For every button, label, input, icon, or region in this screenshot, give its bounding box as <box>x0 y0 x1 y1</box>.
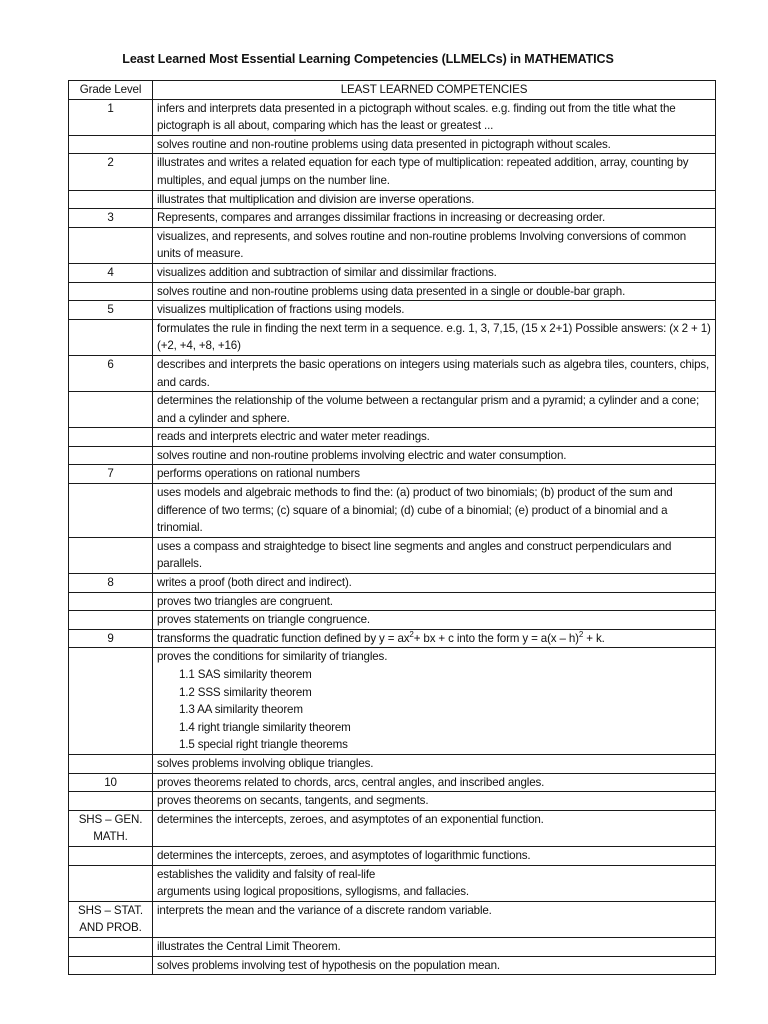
competency-text-line: establishes the validity and falsity of real-life <box>157 867 376 881</box>
table-row <box>69 428 716 447</box>
table-row <box>69 537 716 573</box>
competency-text: proves statements on triangle congruence. <box>157 613 370 627</box>
competency-text: reads and interprets electric and water meter readings. <box>157 430 430 444</box>
table-row <box>69 937 716 956</box>
competency-text: solves routine and non-routine problems involving electric and water consumption. <box>157 448 567 462</box>
table-row <box>69 484 716 538</box>
table-row <box>69 773 716 792</box>
competency-cell <box>153 355 716 391</box>
grade-level-cell: 10 <box>69 773 153 792</box>
competency-cell <box>153 99 716 135</box>
competency-text: uses a compass and straightedge to bisect line segments and angles and construct perpendiculars and parallels. <box>157 539 672 571</box>
competency-text: proves theorems related to chords, arcs, central angles, and inscribed angles. <box>157 775 545 789</box>
competency-text: illustrates that multiplication and division are inverse operations. <box>157 192 475 206</box>
grade-level-cell <box>69 754 153 773</box>
competency-text: + k. <box>583 631 605 645</box>
competency-text: illustrates and writes a related equation for each type of multiplication: repeated addition, array, counting by multiples, and equal jumps on the number line. <box>157 156 689 187</box>
competency-text: Represents, compares and arranges dissimilar fractions in increasing or decreasing order. <box>157 211 606 225</box>
grade-level-cell <box>69 846 153 865</box>
grade-level-cell <box>69 537 153 573</box>
competency-cell <box>153 446 716 465</box>
competency-text: uses models and algebraic methods to find the: (a) product of two binomials; (b) product of the sum and difference of two terms; (c) square of a binomial; (d) cube of a binomial; (e) product of a binomial and a trinomial. <box>157 486 673 535</box>
competency-cell <box>153 629 716 648</box>
competency-cell <box>153 611 716 630</box>
theorem-subitem: 1.5 special right triangle theorems <box>179 738 348 752</box>
competency-text: solves problems involving test of hypothesis on the population mean. <box>157 958 500 972</box>
table-row <box>69 263 716 282</box>
grade-level-cell <box>69 956 153 975</box>
grade-level-cell <box>69 937 153 956</box>
competency-text: performs operations on rational numbers <box>157 467 360 481</box>
grade-level-cell <box>69 592 153 611</box>
grade-level-cell: 5 <box>69 301 153 320</box>
competency-text: interprets the mean and the variance of a discrete random variable. <box>157 903 492 917</box>
competency-cell <box>153 319 716 355</box>
competency-cell <box>153 773 716 792</box>
competency-cell <box>153 592 716 611</box>
table-row <box>69 154 716 190</box>
table-row <box>69 135 716 154</box>
competency-text: proves the conditions for similarity of triangles. <box>157 650 388 664</box>
grade-level-cell: 2 <box>69 154 153 190</box>
table-row <box>69 301 716 320</box>
grade-level-cell: 1 <box>69 99 153 135</box>
competencies-table <box>68 80 716 975</box>
grade-level-cell <box>69 135 153 154</box>
competency-cell <box>153 648 716 755</box>
table-header-row <box>69 81 716 100</box>
competencies-header: LEAST LEARNED COMPETENCIES <box>153 81 716 100</box>
competency-cell <box>153 392 716 428</box>
grade-level-cell <box>69 392 153 428</box>
grade-level-cell <box>69 227 153 263</box>
competency-text: illustrates the Central Limit Theorem. <box>157 939 341 953</box>
page-title: Least Learned Most Essential Learning Competencies (LLMELCs) in MATHEMATICS <box>122 52 614 66</box>
theorem-subitem: 1.2 SSS similarity theorem <box>179 685 312 699</box>
grade-level-cell <box>69 865 153 901</box>
table-row <box>69 629 716 648</box>
table-row <box>69 792 716 811</box>
competency-text: describes and interprets the basic operations on integers using materials such as algebra tiles, counters, chips, and cards. <box>157 357 710 389</box>
table-row <box>69 956 716 975</box>
exponent: 2 <box>409 629 414 639</box>
table-row <box>69 865 716 901</box>
competency-cell <box>153 263 716 282</box>
competency-cell <box>153 792 716 811</box>
competency-text: solves problems involving oblique triangles. <box>157 756 374 770</box>
grade-level-cell <box>69 648 153 755</box>
table-row <box>69 754 716 773</box>
competency-cell <box>153 956 716 975</box>
competency-text: visualizes multiplication of fractions using models. <box>157 303 405 317</box>
grade-level-cell <box>69 428 153 447</box>
competency-cell <box>153 209 716 228</box>
theorem-subitem: 1.4 right triangle similarity theorem <box>179 720 351 734</box>
grade-level-cell <box>69 190 153 209</box>
table-row <box>69 465 716 484</box>
competency-text: determines the relationship of the volume between a rectangular prism and a pyramid; a cylinder and a cone; and a cylinder and sphere. <box>157 394 700 425</box>
competency-cell <box>153 901 716 937</box>
grade-level-header: Grade Level <box>69 81 153 100</box>
competency-text: transforms the quadratic function defined by y = ax <box>157 631 410 645</box>
table-row <box>69 392 716 428</box>
competency-text-line: arguments using logical propositions, syllogisms, and fallacies. <box>157 885 469 899</box>
grade-level-cell: 8 <box>69 574 153 593</box>
competency-cell <box>153 484 716 538</box>
competency-cell <box>153 537 716 573</box>
competency-text: determines the intercepts, zeroes, and asymptotes of an exponential function. <box>157 812 544 826</box>
table-row <box>69 901 716 937</box>
exponent: 2 <box>578 629 584 639</box>
table-row <box>69 574 716 593</box>
grade-level-cell <box>69 282 153 301</box>
table-row <box>69 611 716 630</box>
competency-cell <box>153 282 716 301</box>
table-row <box>69 190 716 209</box>
competency-text: proves two triangles are congruent. <box>157 594 333 608</box>
table-row <box>69 810 716 846</box>
competency-cell <box>153 465 716 484</box>
competency-text: + bx + c into the form y = a(x – h) <box>413 631 579 645</box>
grade-level-cell <box>69 611 153 630</box>
grade-level-cell: 7 <box>69 465 153 484</box>
grade-level-cell: 6 <box>69 355 153 391</box>
competency-text: determines the intercepts, zeroes, and asymptotes of logarithmic functions. <box>157 848 531 862</box>
competency-cell <box>153 846 716 865</box>
table-row <box>69 355 716 391</box>
grade-level-cell <box>69 792 153 811</box>
competency-cell <box>153 754 716 773</box>
grade-level-cell: 9 <box>69 629 153 648</box>
competency-cell <box>153 154 716 190</box>
grade-level-cell: 3 <box>69 209 153 228</box>
competency-cell <box>153 135 716 154</box>
competency-cell <box>153 227 716 263</box>
competency-text: formulates the rule in finding the next term in a sequence. e.g. 1, 3, 7,15, (15 x 2+1) Possible answers: (x 2 + 1) (+2, +4, +8, +16) <box>157 321 711 353</box>
grade-level-cell <box>69 446 153 465</box>
competency-cell <box>153 865 716 901</box>
table-row <box>69 209 716 228</box>
table-row <box>69 282 716 301</box>
competency-cell <box>153 937 716 956</box>
competency-text: proves theorems on secants, tangents, and segments. <box>157 794 429 808</box>
competency-cell <box>153 810 716 846</box>
table-row <box>69 592 716 611</box>
competency-text: solves routine and non-routine problems using data presented in pictograph without scales. <box>157 137 611 151</box>
grade-level-cell: SHS – STAT. AND PROB. <box>69 901 153 937</box>
competency-cell <box>153 574 716 593</box>
table-row <box>69 446 716 465</box>
competency-text: infers and interprets data presented in a pictograph without scales. e.g. finding out from the title what the pictograph is all about, comparing which has the least or greatest ... <box>157 101 676 133</box>
competency-text: solves routine and non-routine problems using data presented in a single or double-bar graph. <box>157 284 626 298</box>
competency-cell <box>153 301 716 320</box>
competency-text: visualizes, and represents, and solves routine and non-routine problems Involving conversions of common units of measure. <box>157 229 687 261</box>
grade-level-cell <box>69 319 153 355</box>
table-row <box>69 319 716 355</box>
grade-level-cell <box>69 484 153 538</box>
table-row <box>69 648 716 755</box>
competency-cell <box>153 190 716 209</box>
grade-level-cell: 4 <box>69 263 153 282</box>
grade-level-cell: SHS – GEN. MATH. <box>69 810 153 846</box>
competency-text: visualizes addition and subtraction of similar and dissimilar fractions. <box>157 265 497 279</box>
table-row <box>69 227 716 263</box>
table-row <box>69 846 716 865</box>
table-row <box>69 99 716 135</box>
theorem-subitem: 1.3 AA similarity theorem <box>179 703 303 717</box>
theorem-subitem: 1.1 SAS similarity theorem <box>179 668 312 681</box>
competency-text: writes a proof (both direct and indirect). <box>157 576 352 590</box>
competency-cell <box>153 428 716 447</box>
